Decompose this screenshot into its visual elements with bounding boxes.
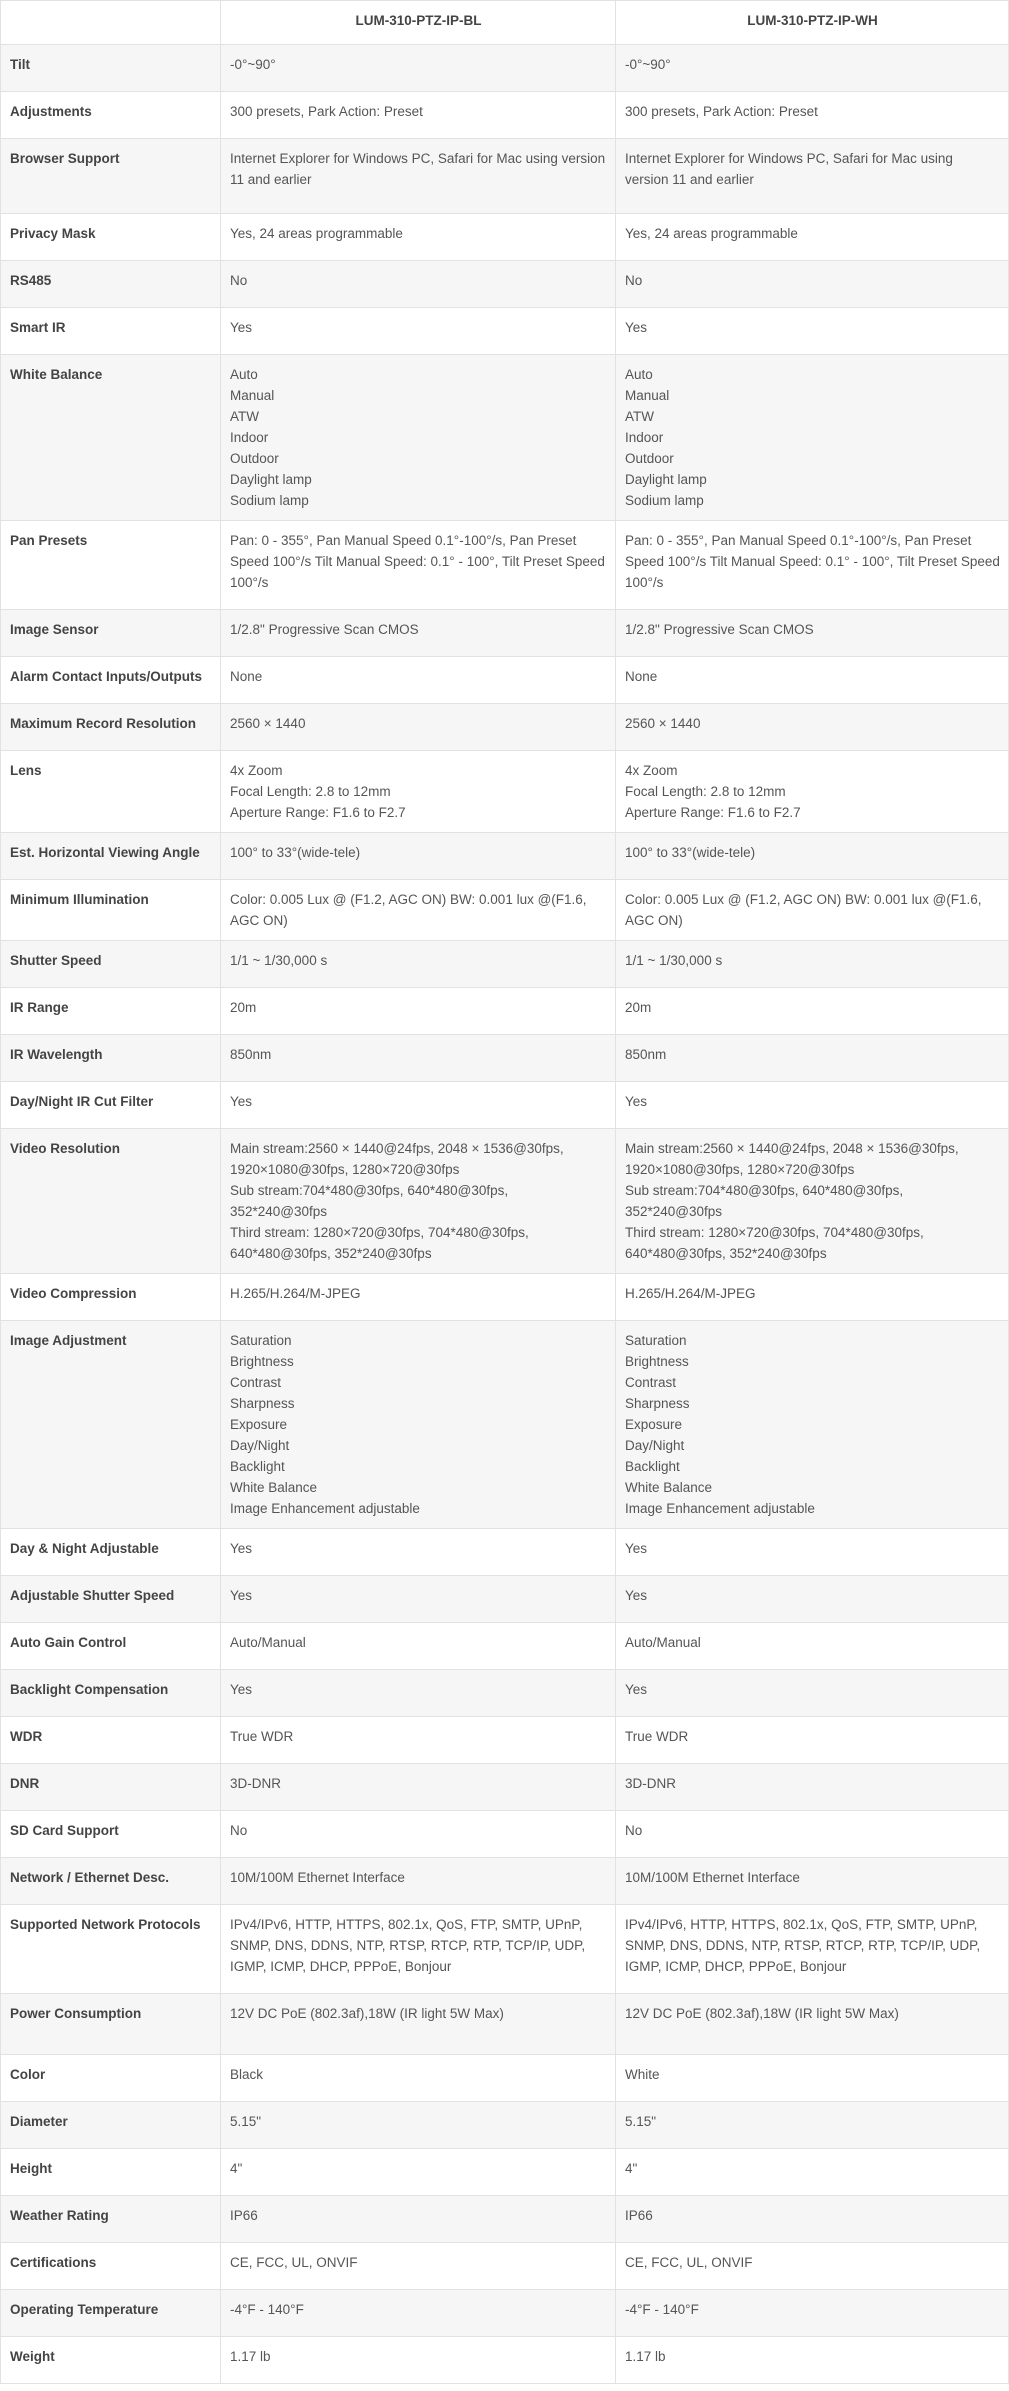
spec-value-line: 850nm	[230, 1047, 272, 1062]
spec-value-line: Yes	[625, 1588, 648, 1603]
spec-value-bl	[221, 1858, 616, 1905]
spec-value-line: No	[625, 1823, 643, 1838]
spec-row	[1, 610, 1009, 657]
spec-value-line: 850nm	[625, 1047, 667, 1062]
spec-value-wh	[616, 521, 1009, 610]
spec-value-line: Exposure	[230, 1417, 288, 1432]
spec-value-line: Saturation	[625, 1333, 687, 1348]
spec-value-line: Manual	[625, 388, 670, 403]
spec-row	[1, 1321, 1009, 1529]
spec-value-bl	[221, 214, 616, 261]
spec-row	[1, 1858, 1009, 1905]
spec-value-line: 1.17 lb	[625, 2349, 666, 2364]
spec-value-line: Third stream: 1280×720@30fps, 704*480@30fps, 640*480@30fps, 352*240@30fps	[230, 1225, 529, 1261]
model-header-bl: LUM-310-PTZ-IP-BL	[221, 1, 616, 45]
spec-value-line: 3D-DNR	[625, 1776, 677, 1791]
spec-value-bl	[221, 521, 616, 610]
spec-value-line: Internet Explorer for Windows PC, Safari for Mac using version 11 and earlier	[230, 151, 606, 187]
spec-value-wh	[616, 1905, 1009, 1994]
spec-value-wh	[616, 2337, 1009, 2384]
spec-label: RS485	[1, 261, 221, 308]
spec-label: SD Card Support	[1, 1811, 221, 1858]
spec-value-wh	[616, 751, 1009, 833]
spec-value-wh	[616, 2055, 1009, 2102]
spec-row	[1, 988, 1009, 1035]
spec-label: Video Compression	[1, 1274, 221, 1321]
spec-label: White Balance	[1, 355, 221, 521]
spec-value-line: 1/1 ~ 1/30,000 s	[625, 953, 723, 968]
spec-label: DNR	[1, 1764, 221, 1811]
spec-value-line: 5.15"	[230, 2114, 262, 2129]
spec-value-bl	[221, 2243, 616, 2290]
spec-label: Supported Network Protocols	[1, 1905, 221, 1994]
spec-value-line: Day/Night	[625, 1438, 685, 1453]
spec-label: IR Wavelength	[1, 1035, 221, 1082]
spec-value-line: Brightness	[625, 1354, 689, 1369]
spec-value-wh	[616, 2102, 1009, 2149]
spec-label: Weight	[1, 2337, 221, 2384]
spec-value-line: Yes	[230, 1682, 253, 1697]
spec-value-line: Sodium lamp	[230, 493, 309, 508]
spec-value-wh	[616, 1717, 1009, 1764]
spec-value-bl	[221, 1717, 616, 1764]
header-row	[1, 1, 1009, 45]
spec-row	[1, 751, 1009, 833]
spec-value-line: Outdoor	[230, 451, 279, 466]
spec-value-line: -0°~90°	[625, 57, 671, 72]
spec-value-line: Yes, 24 areas programmable	[230, 226, 403, 241]
spec-value-line: 1/2.8" Progressive Scan CMOS	[625, 622, 814, 637]
spec-value-wh	[616, 261, 1009, 308]
spec-value-bl	[221, 2102, 616, 2149]
spec-value-wh	[616, 988, 1009, 1035]
spec-value-line: Aperture Range: F1.6 to F2.7	[230, 805, 406, 820]
spec-value-bl	[221, 941, 616, 988]
spec-value-line: Day/Night	[230, 1438, 290, 1453]
spec-value-line: IP66	[230, 2208, 258, 2223]
spec-value-line: 10M/100M Ethernet Interface	[230, 1870, 405, 1885]
spec-value-line: Yes	[230, 1094, 253, 1109]
spec-value-bl	[221, 45, 616, 92]
spec-value-bl	[221, 610, 616, 657]
spec-value-line: Third stream: 1280×720@30fps, 704*480@30fps, 640*480@30fps, 352*240@30fps	[625, 1225, 924, 1261]
spec-value-wh	[616, 1129, 1009, 1274]
spec-label: Diameter	[1, 2102, 221, 2149]
spec-value-line: 20m	[625, 1000, 652, 1015]
spec-value-wh	[616, 1858, 1009, 1905]
spec-value-bl	[221, 2290, 616, 2337]
spec-label: Alarm Contact Inputs/Outputs	[1, 657, 221, 704]
spec-row	[1, 521, 1009, 610]
spec-value-line: Backlight	[230, 1459, 285, 1474]
spec-value-bl	[221, 1529, 616, 1576]
spec-value-line: ATW	[625, 409, 654, 424]
spec-value-line: Image Enhancement adjustable	[230, 1501, 420, 1516]
spec-value-bl	[221, 1623, 616, 1670]
spec-value-line: 300 presets, Park Action: Preset	[625, 104, 818, 119]
spec-value-bl	[221, 1670, 616, 1717]
spec-value-line: None	[625, 669, 658, 684]
spec-value-bl	[221, 988, 616, 1035]
spec-value-line: 300 presets, Park Action: Preset	[230, 104, 423, 119]
spec-value-wh	[616, 92, 1009, 139]
spec-value-wh	[616, 214, 1009, 261]
spec-value-wh	[616, 2290, 1009, 2337]
spec-row	[1, 1576, 1009, 1623]
spec-value-line: -4°F - 140°F	[230, 2302, 304, 2317]
spec-value-line: Daylight lamp	[230, 472, 312, 487]
spec-value-line: 4x Zoom	[230, 763, 283, 778]
spec-row	[1, 355, 1009, 521]
spec-value-wh	[616, 1274, 1009, 1321]
spec-value-line: Auto	[230, 367, 258, 382]
spec-row	[1, 1082, 1009, 1129]
spec-value-line: IP66	[625, 2208, 653, 2223]
spec-row	[1, 2102, 1009, 2149]
spec-value-line: Yes	[625, 320, 648, 335]
spec-row	[1, 1529, 1009, 1576]
spec-value-line: Pan: 0 - 355°, Pan Manual Speed 0.1°-100°/s, Pan Preset Speed 100°/s Tilt Manual Speed: 0.1° - 100°, Tilt Preset Speed 100°/s	[230, 533, 605, 590]
spec-value-line: Indoor	[230, 430, 269, 445]
spec-value-bl	[221, 1129, 616, 1274]
spec-value-line: 1/1 ~ 1/30,000 s	[230, 953, 328, 968]
spec-value-wh	[616, 880, 1009, 941]
spec-row	[1, 2055, 1009, 2102]
spec-row	[1, 308, 1009, 355]
spec-label: Browser Support	[1, 139, 221, 214]
spec-value-bl	[221, 261, 616, 308]
spec-value-wh	[616, 1764, 1009, 1811]
spec-label: Minimum Illumination	[1, 880, 221, 941]
spec-value-wh	[616, 45, 1009, 92]
spec-value-bl	[221, 751, 616, 833]
spec-value-line: Sodium lamp	[625, 493, 704, 508]
spec-row	[1, 92, 1009, 139]
spec-value-line: H.265/H.264/M-JPEG	[230, 1286, 361, 1301]
spec-value-bl	[221, 833, 616, 880]
spec-value-wh	[616, 833, 1009, 880]
spec-label: Operating Temperature	[1, 2290, 221, 2337]
spec-value-wh	[616, 1082, 1009, 1129]
spec-label: Weather Rating	[1, 2196, 221, 2243]
spec-value-line: No	[230, 1823, 248, 1838]
spec-value-wh	[616, 1623, 1009, 1670]
spec-value-line: IPv4/IPv6, HTTP, HTTPS, 802.1x, QoS, FTP, SMTP, UPnP, SNMP, DNS, DDNS, NTP, RTSP, RTCP, RTP, TCP/IP, UDP, IGMP, ICMP, DHCP, PPPoE, Bonjour	[625, 1917, 981, 1974]
spec-label: Adjustable Shutter Speed	[1, 1576, 221, 1623]
spec-value-line: Sub stream:704*480@30fps, 640*480@30fps, 352*240@30fps	[625, 1183, 904, 1219]
spec-value-line: Outdoor	[625, 451, 674, 466]
spec-value-line: Saturation	[230, 1333, 292, 1348]
spec-row	[1, 2290, 1009, 2337]
spec-value-line: 4"	[230, 2161, 243, 2176]
spec-value-bl	[221, 2337, 616, 2384]
spec-value-line: Yes	[230, 320, 253, 335]
spec-value-bl	[221, 1764, 616, 1811]
spec-row	[1, 214, 1009, 261]
spec-row	[1, 1811, 1009, 1858]
spec-value-wh	[616, 704, 1009, 751]
spec-label: Shutter Speed	[1, 941, 221, 988]
spec-row	[1, 1670, 1009, 1717]
spec-value-wh	[616, 1811, 1009, 1858]
spec-value-bl	[221, 2149, 616, 2196]
spec-row	[1, 1274, 1009, 1321]
spec-row	[1, 1623, 1009, 1670]
spec-label: Certifications	[1, 2243, 221, 2290]
spec-value-line: 1.17 lb	[230, 2349, 271, 2364]
spec-label: Network / Ethernet Desc.	[1, 1858, 221, 1905]
spec-label: Image Adjustment	[1, 1321, 221, 1529]
spec-value-line: CE, FCC, UL, ONVIF	[625, 2255, 753, 2270]
spec-value-bl	[221, 1274, 616, 1321]
spec-row	[1, 941, 1009, 988]
spec-label: IR Range	[1, 988, 221, 1035]
spec-value-wh	[616, 1529, 1009, 1576]
spec-value-line: Yes	[230, 1588, 253, 1603]
spec-value-bl	[221, 1576, 616, 1623]
spec-value-bl	[221, 1035, 616, 1082]
spec-value-line: 100° to 33°(wide-tele)	[230, 845, 361, 860]
spec-value-line: Sub stream:704*480@30fps, 640*480@30fps, 352*240@30fps	[230, 1183, 509, 1219]
spec-label: Power Consumption	[1, 1994, 221, 2055]
spec-value-bl	[221, 139, 616, 214]
spec-value-line: 3D-DNR	[230, 1776, 282, 1791]
spec-value-wh	[616, 139, 1009, 214]
spec-value-line: 10M/100M Ethernet Interface	[625, 1870, 800, 1885]
spec-value-bl	[221, 1321, 616, 1529]
spec-value-line: Yes	[625, 1682, 648, 1697]
spec-value-line: 20m	[230, 1000, 257, 1015]
spec-value-line: 12V DC PoE (802.3af),18W (IR light 5W Max)	[230, 2006, 504, 2021]
spec-label: Height	[1, 2149, 221, 2196]
spec-value-bl	[221, 880, 616, 941]
spec-value-line: Brightness	[230, 1354, 294, 1369]
spec-value-bl	[221, 657, 616, 704]
spec-value-wh	[616, 1035, 1009, 1082]
spec-value-line: Aperture Range: F1.6 to F2.7	[625, 805, 801, 820]
spec-value-line: True WDR	[625, 1729, 689, 1744]
spec-value-line: Image Enhancement adjustable	[625, 1501, 815, 1516]
spec-row	[1, 261, 1009, 308]
spec-value-line: Contrast	[625, 1375, 677, 1390]
spec-row	[1, 2243, 1009, 2290]
spec-value-line: -4°F - 140°F	[625, 2302, 699, 2317]
spec-row	[1, 1994, 1009, 2055]
spec-row	[1, 1764, 1009, 1811]
spec-label: WDR	[1, 1717, 221, 1764]
spec-label: Maximum Record Resolution	[1, 704, 221, 751]
spec-value-line: H.265/H.264/M-JPEG	[625, 1286, 756, 1301]
spec-value-line: Auto	[625, 367, 653, 382]
spec-value-line: Sharpness	[230, 1396, 295, 1411]
spec-row	[1, 45, 1009, 92]
spec-row	[1, 2196, 1009, 2243]
spec-value-line: 1/2.8" Progressive Scan CMOS	[230, 622, 419, 637]
spec-row	[1, 139, 1009, 214]
spec-label: Video Resolution	[1, 1129, 221, 1274]
spec-value-line: 12V DC PoE (802.3af),18W (IR light 5W Max)	[625, 2006, 899, 2021]
spec-label: Tilt	[1, 45, 221, 92]
spec-value-bl	[221, 355, 616, 521]
spec-value-line: 5.15"	[625, 2114, 657, 2129]
spec-value-wh	[616, 941, 1009, 988]
spec-label: Day/Night IR Cut Filter	[1, 1082, 221, 1129]
spec-value-line: Contrast	[230, 1375, 282, 1390]
spec-value-wh	[616, 1670, 1009, 1717]
spec-value-line: Yes	[625, 1541, 648, 1556]
spec-value-wh	[616, 308, 1009, 355]
spec-value-line: Color: 0.005 Lux @ (F1.2, AGC ON) BW: 0.001 lux @(F1.6, AGC ON)	[230, 892, 587, 928]
spec-value-wh	[616, 1576, 1009, 1623]
spec-value-line: Focal Length: 2.8 to 12mm	[230, 784, 391, 799]
spec-value-bl	[221, 1905, 616, 1994]
spec-value-line: None	[230, 669, 263, 684]
spec-value-line: Pan: 0 - 355°, Pan Manual Speed 0.1°-100°/s, Pan Preset Speed 100°/s Tilt Manual Speed: 0.1° - 100°, Tilt Preset Speed 100°/s	[625, 533, 1000, 590]
spec-label: Backlight Compensation	[1, 1670, 221, 1717]
spec-label: Color	[1, 2055, 221, 2102]
spec-value-line: 2560 × 1440	[230, 716, 306, 731]
spec-value-line: White	[625, 2067, 660, 2082]
spec-table-body	[1, 45, 1009, 2384]
spec-value-line: White Balance	[625, 1480, 713, 1495]
spec-label: Pan Presets	[1, 521, 221, 610]
spec-value-line: Backlight	[625, 1459, 680, 1474]
spec-row	[1, 880, 1009, 941]
spec-value-line: IPv4/IPv6, HTTP, HTTPS, 802.1x, QoS, FTP, SMTP, UPnP, SNMP, DNS, DDNS, NTP, RTSP, RTCP, RTP, TCP/IP, UDP, IGMP, ICMP, DHCP, PPPoE, Bonjour	[230, 1917, 586, 1974]
spec-value-wh	[616, 355, 1009, 521]
spec-value-line: Main stream:2560 × 1440@24fps, 2048 × 1536@30fps, 1920×1080@30fps, 1280×720@30fps	[230, 1141, 564, 1177]
spec-value-line: Yes	[230, 1541, 253, 1556]
spec-value-wh	[616, 610, 1009, 657]
header-corner-cell	[1, 1, 221, 45]
spec-value-line: 100° to 33°(wide-tele)	[625, 845, 756, 860]
spec-value-wh	[616, 2196, 1009, 2243]
spec-value-line: No	[625, 273, 643, 288]
spec-value-line: Yes, 24 areas programmable	[625, 226, 798, 241]
spec-value-line: Black	[230, 2067, 264, 2082]
spec-value-line: No	[230, 273, 248, 288]
spec-label: Lens	[1, 751, 221, 833]
spec-value-wh	[616, 1994, 1009, 2055]
spec-value-bl	[221, 704, 616, 751]
spec-value-line: Exposure	[625, 1417, 683, 1432]
spec-row	[1, 1129, 1009, 1274]
spec-row	[1, 1905, 1009, 1994]
spec-value-bl	[221, 1082, 616, 1129]
spec-value-line: White Balance	[230, 1480, 318, 1495]
spec-label: Image Sensor	[1, 610, 221, 657]
spec-value-bl	[221, 308, 616, 355]
spec-value-line: Internet Explorer for Windows PC, Safari for Mac using version 11 and earlier	[625, 151, 953, 187]
spec-value-line: Yes	[625, 1094, 648, 1109]
spec-value-line: -0°~90°	[230, 57, 276, 72]
spec-value-line: Auto/Manual	[230, 1635, 306, 1650]
spec-value-line: Auto/Manual	[625, 1635, 701, 1650]
spec-value-line: 2560 × 1440	[625, 716, 701, 731]
spec-value-line: Sharpness	[625, 1396, 690, 1411]
spec-value-line: True WDR	[230, 1729, 294, 1744]
spec-row	[1, 2149, 1009, 2196]
spec-value-bl	[221, 2196, 616, 2243]
spec-value-line: Focal Length: 2.8 to 12mm	[625, 784, 786, 799]
model-header-wh: LUM-310-PTZ-IP-WH	[616, 1, 1009, 45]
spec-value-bl	[221, 1811, 616, 1858]
spec-value-wh	[616, 1321, 1009, 1529]
spec-value-wh	[616, 2149, 1009, 2196]
spec-label: Est. Horizontal Viewing Angle	[1, 833, 221, 880]
spec-label: Privacy Mask	[1, 214, 221, 261]
spec-value-line: Indoor	[625, 430, 664, 445]
spec-row	[1, 657, 1009, 704]
spec-value-wh	[616, 657, 1009, 704]
spec-value-line: 4"	[625, 2161, 638, 2176]
spec-value-line: 4x Zoom	[625, 763, 678, 778]
spec-label: Smart IR	[1, 308, 221, 355]
spec-value-line: Daylight lamp	[625, 472, 707, 487]
spec-value-line: ATW	[230, 409, 259, 424]
spec-value-line: CE, FCC, UL, ONVIF	[230, 2255, 358, 2270]
spec-label: Adjustments	[1, 92, 221, 139]
spec-row	[1, 1035, 1009, 1082]
spec-row	[1, 833, 1009, 880]
spec-value-line: Manual	[230, 388, 275, 403]
spec-label: Day & Night Adjustable	[1, 1529, 221, 1576]
spec-value-line: Main stream:2560 × 1440@24fps, 2048 × 1536@30fps, 1920×1080@30fps, 1280×720@30fps	[625, 1141, 959, 1177]
spec-value-bl	[221, 1994, 616, 2055]
spec-row	[1, 2337, 1009, 2384]
spec-value-bl	[221, 92, 616, 139]
spec-value-bl	[221, 2055, 616, 2102]
spec-row	[1, 704, 1009, 751]
spec-value-line: Color: 0.005 Lux @ (F1.2, AGC ON) BW: 0.001 lux @(F1.6, AGC ON)	[625, 892, 982, 928]
spec-value-wh	[616, 2243, 1009, 2290]
spec-row	[1, 1717, 1009, 1764]
spec-label: Auto Gain Control	[1, 1623, 221, 1670]
